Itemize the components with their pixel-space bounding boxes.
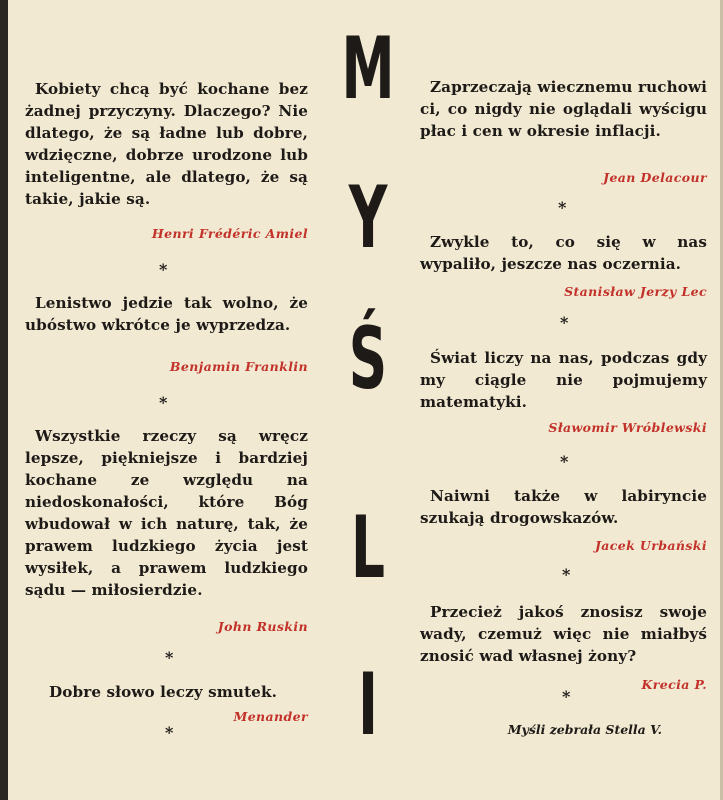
separator-asterisk: * [562, 565, 571, 584]
separator-asterisk: * [159, 260, 168, 279]
title-letter: I [358, 655, 378, 755]
quote-text: Zwykle to, co się w nas wypaliło, jeszcze nas oczernia. [420, 233, 707, 273]
quote-text: Zaprzeczają wiecznemu ruchowi ci, co nigdy nie oglądali wyścigu płac i cen w okresie inflacji. [420, 78, 707, 140]
quote-text: Świat liczy na nas, podczas gdy my ciągle nie pojmujemy matematyki. [420, 349, 707, 411]
right-column [420, 0, 707, 800]
quote-author: John Ruskin [217, 619, 308, 634]
left-column [25, 0, 308, 800]
page-edge-left [0, 0, 8, 800]
title-letter: M [341, 19, 395, 119]
quote-text: Przecież jakoś znosisz swoje wady, czemuż więc nie miałbyś znosić wad własnej żony? [420, 603, 707, 665]
quote-text: Wszystkie rzeczy są wręcz lepsze, piękniejsze i bardziej kochane ze względu na niedoskonałości, które Bóg wbudował w ich naturę, tak, że prawem ludzkiego życia jest wysiłek, a prawem ludzkiego sądu — miłosierdzie. [25, 427, 308, 599]
separator-asterisk: * [558, 198, 567, 217]
title-letter: Y [348, 168, 388, 268]
separator-asterisk: * [560, 452, 569, 471]
separator-asterisk: * [165, 648, 174, 667]
quote-text: Naiwni także w labiryncie szukają drogowskazów. [420, 487, 707, 527]
quote-text: Lenistwo jedzie tak wolno, że ubóstwo wkrótce je wyprzedza. [25, 294, 308, 334]
quote-author: Jean Delacour [603, 170, 707, 185]
separator-asterisk: * [562, 687, 571, 706]
quote-author: Krecia P. [641, 677, 707, 692]
quote-author: Henri Frédéric Amiel [151, 226, 308, 241]
quote-text: Dobre słowo leczy smutek. [49, 683, 277, 701]
title-letter: Ś [348, 309, 388, 409]
quote-author: Jacek Urbański [594, 538, 707, 553]
separator-asterisk: * [165, 723, 174, 742]
title-letter: L [351, 498, 385, 598]
quote-author: Sławomir Wróblewski [548, 420, 707, 435]
quote-author: Benjamin Franklin [169, 359, 308, 374]
quote-text: Kobiety chcą być kochane bez żadnej przyczyny. Dlaczego? Nie dlatego, że są ładne lub dobre, wdzięczne, dobrze urodzone lub inteligentne, ale dlatego, że są takie, jakie są. [25, 80, 308, 208]
title-myśli [323, 0, 413, 800]
separator-asterisk: * [560, 313, 569, 332]
quote-author: Stanisław Jerzy Lec [564, 284, 707, 299]
separator-asterisk: * [159, 393, 168, 412]
quote-author: Menander [233, 709, 308, 724]
compiler-credit: Myśli zebrała Stella V. [507, 722, 662, 737]
